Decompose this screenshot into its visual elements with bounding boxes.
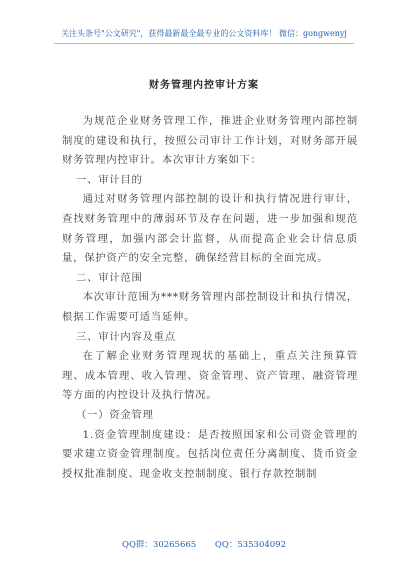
section-heading-content: 三、审计内容及重点	[76, 330, 176, 343]
document-title: 财务管理内控审计方案	[149, 80, 259, 91]
purpose-paragraph: 通过对财务管理内部控制的设计和执行情况进行审计，查找财务管理中的薄弱环节及存在问题，进一步加强和规范财务管理，加强内部会计监督，从而提高企业会计信息质量，保护资产的安全完整，确保经营目标的全面完成。	[62, 193, 358, 265]
header-banner: 关注头条号"公文研究"，获得最新最全最专业的公文资料库！ 微信：gongwenyj	[61, 29, 347, 38]
footer-contacts	[0, 538, 408, 550]
footer-qq-group: QQ群：30265665	[121, 540, 197, 550]
section-heading-purpose: 一、审计目的	[76, 173, 143, 186]
section-heading-scope: 二、审计范围	[76, 271, 143, 284]
footer-qq: QQ：535304092	[214, 540, 286, 550]
scope-paragraph: 本次审计范围为***财务管理内部控制设计和执行情况，根据工作需要可适当延伸。	[62, 291, 358, 323]
funds-paragraph: 1.资金管理制度建设：是否按照国家和公司资金管理的要求建立资金管理制度。包括岗位责任分离制度、货币资金授权批准制度、现金收支控制制度、银行存款控制制	[62, 428, 358, 480]
subsection-heading-funds: （一）资金管理	[76, 408, 154, 421]
document-body	[62, 112, 358, 484]
header-divider	[54, 43, 354, 44]
intro-paragraph: 为规范企业财务管理工作，推进企业财务管理内部控制制度的建设和执行，按照公司审计工作计划，对财务部开展财务管理内控审计。本次审计方案如下：	[62, 115, 358, 167]
content-paragraph: 在了解企业财务管理现状的基础上，重点关注预算管理、成本管理、收入管理、资金管理、资产管理、融资管理等方面的内控设计及执行情况。	[62, 350, 358, 402]
